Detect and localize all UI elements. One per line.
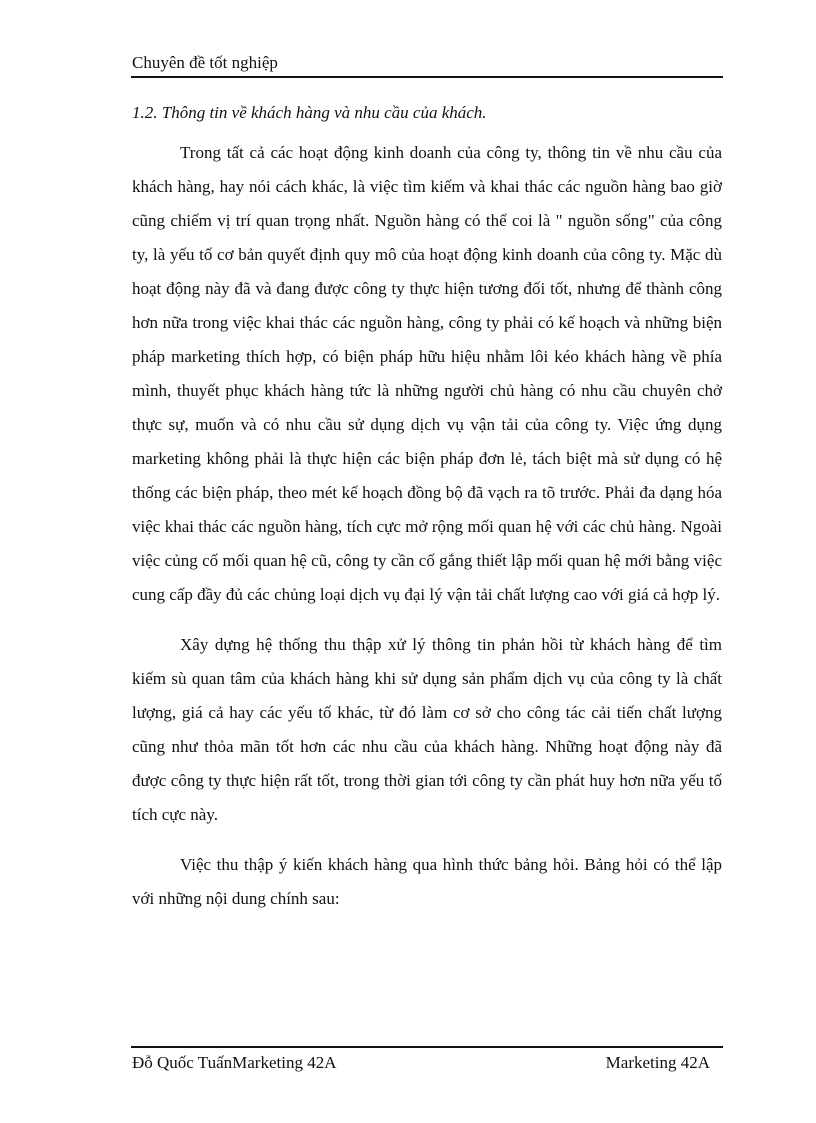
header-divider bbox=[131, 76, 723, 78]
footer-class: Marketing 42A bbox=[605, 1053, 710, 1072]
page-header-title: Chuyên đề tốt nghiệp bbox=[132, 53, 278, 72]
paragraph: Xây dựng hệ thống thu thập xử lý thông tin phản hồi từ khách hàng để tìm kiếm sù quan tâm của khách hàng khi sử dụng sản phẩm dịch vụ của công ty là chất lượng, giá cả hay các yếu tố khác, từ đó làm cơ sở cho công tác cải tiến chất lượng cũng như thỏa mãn tốt hơn các nhu cầu của khách hàng. Những hoạt động này đã được công ty thực hiện rất tốt, trong thời gian tới công ty cần phát huy hơn nữa yếu tố tích cực này. bbox=[132, 635, 722, 824]
footer-author: Đỗ Quốc TuấnMarketing 42A bbox=[132, 1053, 337, 1072]
paragraph: Trong tất cả các hoạt động kinh doanh của công ty, thông tin về nhu cầu của khách hàng, hay nói cách khác, là việc tìm kiếm và khai thác các nguồn hàng bao giờ cũng chiếm vị trí quan trọng nhất. Nguồn hàng có thể coi là " nguồn sống" của công ty, là yếu tố cơ bản quyết định quy mô của hoạt động kinh doanh của công ty. Mặc dù hoạt động này đã và đang được công ty thực hiện tương đối tốt, nhưng để thành công hơn nữa trong việc khai thác các nguồn hàng, công ty phải có kế hoạch và những biện pháp marketing thích hợp, có biện pháp hữu hiệu nhằm lôi kéo khách hàng về phía mình, thuyết phục khách hàng tức là những người chủ hàng có nhu cầu chuyên chở thực sự, muốn và có nhu cầu sử dụng dịch vụ vận tải của công ty. Việc ứng dụng marketing không phải là thực hiện các biện pháp đơn lẻ, tách biệt mà sử dụng có hệ thống các biện pháp, theo mét kế hoạch đồng bộ đã vạch ra tõ trước. Phải đa dạng hóa việc khai thác các nguồn hàng, tích cực mở rộng mối quan hệ với các chủ hàng. Ngoài việc củng cố mối quan hệ cũ, công ty cần cố gắng thiết lập mối quan hệ mới bằng việc cung cấp đầy đủ các chủng loại dịch vụ đại lý vận tải chất lượng cao với giá cả hợp lý. bbox=[132, 143, 722, 604]
paragraph: Việc thu thập ý kiến khách hàng qua hình thức bảng hỏi. Bảng hỏi có thể lập với những nội dung chính sau: bbox=[132, 855, 722, 908]
body-text bbox=[132, 136, 722, 932]
section-heading: 1.2. Thông tin về khách hàng và nhu cầu của khách. bbox=[132, 103, 487, 122]
footer-divider bbox=[131, 1046, 723, 1048]
